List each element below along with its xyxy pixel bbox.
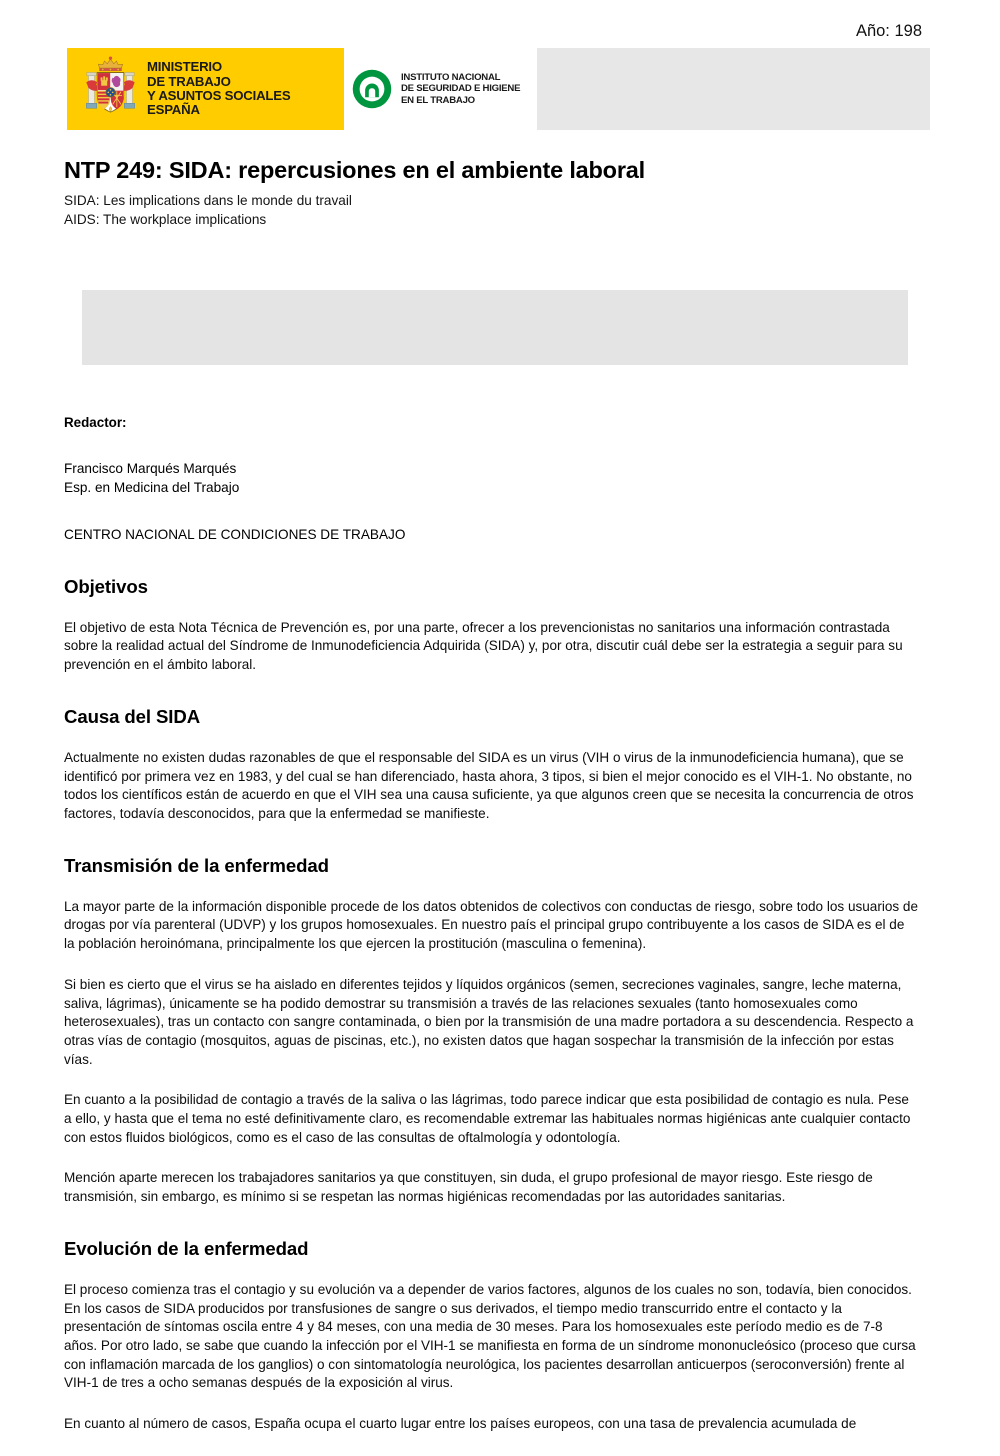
paragraph: En cuanto a la posibilidad de contagio a través de la saliva o las lágrimas, todo parece indicar que esta posibilidad de contagio es nula. Pese a ello, y hasta que el tema no esté definitivamente claro, es recomendable extremar las habituales normas higiénicas ante cualquier contacto con estos fluidos biológicos, como es el caso de las consultas de oftalmología y odontología.	[64, 1092, 911, 1145]
author-role: Esp. en Medicina del Trabajo	[64, 479, 240, 495]
page-title: NTP 249: SIDA: repercusiones en el ambiente laboral	[64, 156, 645, 183]
section-heading-evolucion: Evolución de la enfermedad	[64, 1237, 309, 1259]
paragraph: La mayor parte de la información disponible procede de los datos obtenidos de colectivos con conductas de riesgo, sobre todo los usuarios de drogas por vía parenteral (UDVP) y los grupos homosexuales. En nuestro país el principal grupo contribuyente a los casos de SIDA es el de la población heroinómana, principalmente los que ejercen la prostitución (masculina o femenina).	[64, 898, 918, 952]
ministerio-line-3: Y ASUNTOS SOCIALES	[147, 88, 291, 103]
subtitle-french: SIDA: Les implications dans le monde du travail	[64, 193, 352, 208]
author-organization: CENTRO NACIONAL DE CONDICIONES DE TRABAJO	[64, 527, 406, 543]
ministerio-line-2: DE TRABAJO	[147, 73, 231, 89]
section-heading-causa: Causa del SIDA	[64, 705, 201, 727]
image-placeholder	[82, 290, 908, 365]
paragraph: En cuanto al número de casos, España ocupa el cuarto lugar entre los países europeos, con una tasa de prevalencia acumulada de	[64, 1416, 857, 1432]
paragraph: El proceso comienza tras el contagio y su evolución va a depender de varios factores, algunos de los cuales no son, todavía, bien conocidos. En los casos de SIDA producidos por transfusiones de sangre o sus derivados, el tiempo medio transcurrido entre el contacto y la presentación de síntomas oscila entre 4 y 84 meses, con una media de 30 meses. Para los homosexuales este período medio es de 7-8 años. Por otro lado, se sabe que cuando la infección por el VIH-1 se manifiesta en forma de un síndrome mononucleósico (proceso que cursa con inflamación marcada de los ganglios) o con sintomatología neurológica, los pacientes desarrollan anticuerpos (seroconversión) frente al VIH-1 de tres a ocho semanas después de la exposición al virus.	[64, 1281, 916, 1391]
section-heading-objetivos: Objetivos	[64, 575, 148, 597]
author-name: Francisco Marqués Marqués	[64, 461, 237, 476]
year-label: Año: 198	[855, 22, 922, 40]
paragraph: Mención aparte merecen los trabajadores sanitarios ya que constituyen, sin duda, el grupo profesional de mayor riesgo. Este riesgo de transmisión, sin embargo, es mínimo si se respetan las normas higiénicas recomendadas por las autoridades sanitarias.	[64, 1170, 873, 1205]
author-block	[64, 460, 918, 497]
ministerio-line-4: ESPAÑA	[147, 102, 200, 118]
insht-logo-text	[401, 72, 520, 107]
insht-line-1: INSTITUTO NACIONAL	[401, 71, 501, 83]
insht-logo	[344, 48, 537, 130]
paragraph: El objetivo de esta Nota Técnica de Prevención es, por una parte, ofrecer a los prevencionistas no sanitarios una información contrastada sobre la realidad actual del Síndrome de Inmunodeficiencia Adquirida (SIDA) y, por otra, discutir cuál debe ser la estrategia a seguir para su prevención en el ámbito laboral.	[64, 619, 903, 673]
header-logo-band	[67, 48, 930, 130]
section-heading-transmision: Transmisión de la enfermedad	[64, 854, 329, 876]
paragraph: Actualmente no existen dudas razonables de que el responsable del SIDA es un virus (VIH o virus de la inmunodeficiencia humana), que se identificó por primera vez en 1983, y del cual se han diferenciado, hasta ahora, 3 tipos, si bien el mejor conocido es el VIH-1. No obstante, no todos los científicos están de acuerdo en que el VIH sea una causa suficiente, ya que algunos creen que se necesita la concurrencia de otros factores, todavía desconocidos, para que la enfermedad se manifieste.	[64, 749, 914, 821]
ministerio-logo	[67, 48, 344, 130]
ministerio-logo-text	[147, 60, 290, 118]
subtitle-block	[64, 192, 352, 229]
paragraph: Si bien es cierto que el virus se ha aislado en diferentes tejidos y líquidos orgánicos (semen, secreciones vaginales, sangre, leche materna, saliva, lágrimas), únicamente se ha podido demostrar su transmisión a través de las relaciones sexuales (tanto homosexuales como heterosexuales), tras un contacto con sangre contaminada, o bien por la transmisión de una madre portadora a su descendencia. Respecto a otras vías de contagio (mosquitos, aguas de piscinas, etc.), no existen datos que hagan sospechar la transmisión de la infección por estas vías.	[64, 976, 914, 1067]
subtitle-english: AIDS: The workplace implications	[64, 211, 267, 227]
spain-coat-of-arms-icon	[83, 56, 138, 122]
header-band-filler	[537, 48, 930, 130]
insht-line-2: DE SEGURIDAD E HIGIENE	[401, 83, 521, 95]
author-label: Redactor:	[64, 415, 127, 430]
document-content	[64, 414, 918, 1456]
ministerio-line-1: MINISTERIO	[147, 59, 222, 75]
insht-line-3: EN EL TRABAJO	[401, 94, 475, 106]
insht-circular-mark-icon	[350, 67, 394, 111]
